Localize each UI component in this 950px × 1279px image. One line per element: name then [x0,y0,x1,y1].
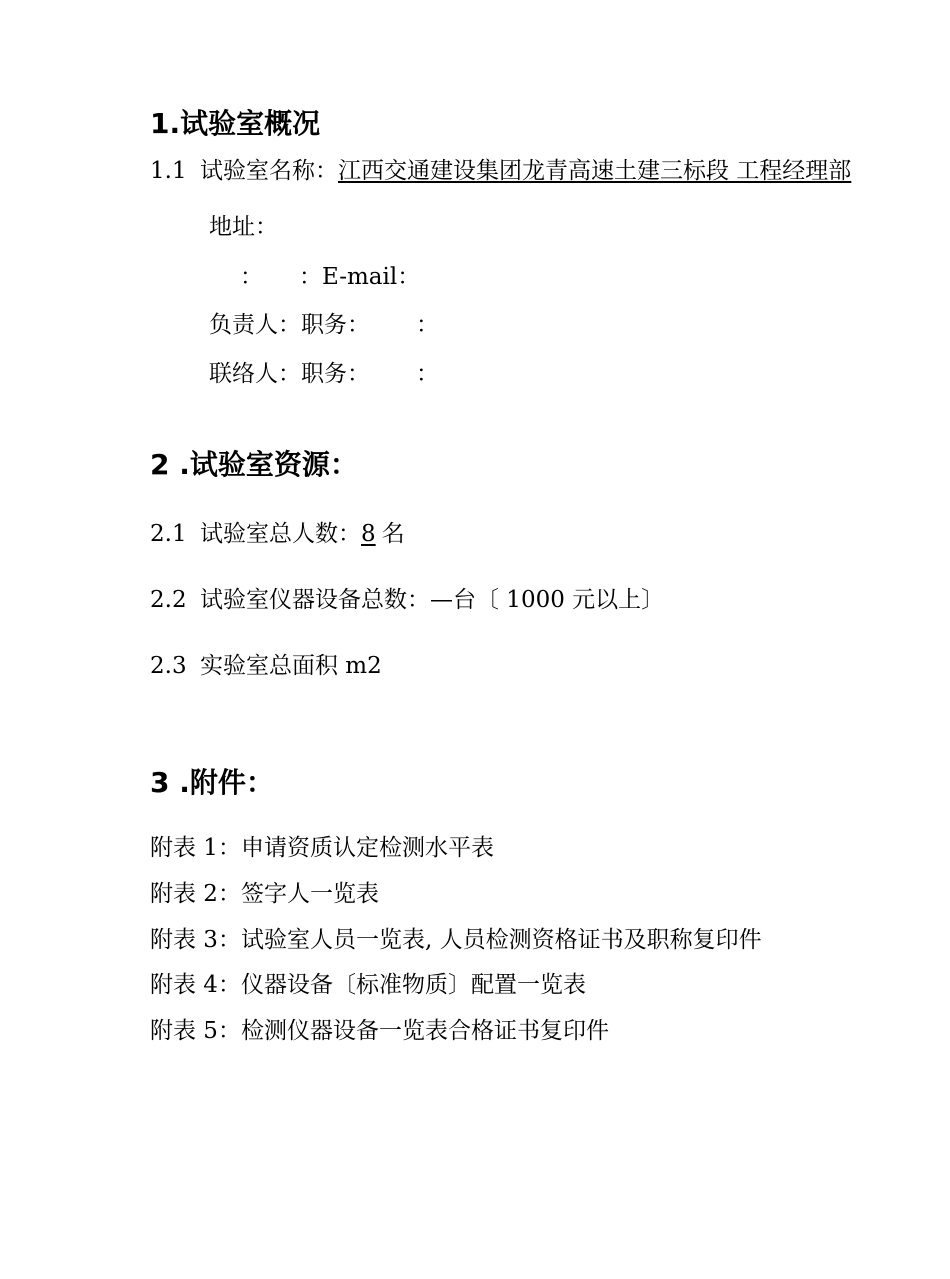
email-label: E-mail： [322,264,421,290]
responsible-colon: ： [416,312,439,338]
section-2-heading: 2 .试验室资源： [150,448,358,481]
responsible-label: 负责人： [209,312,301,338]
lab-name-line [150,156,851,186]
attachment-item: 附表 5：检测仪器设备一览表合格证书复印件 [150,1018,609,1044]
contact-line [240,262,420,292]
lab-name-label: 试验室名称： [200,158,338,184]
liaison-label: 联络人： [209,361,301,387]
area-text: 实验室总面积 m2 [200,653,382,679]
lab-name-value: 江西交通建设集团龙青高速土建三标段 工程经理部 [338,158,852,184]
responsible-title-label: 职务： [301,312,370,338]
attachment-item: 附表 3：试验室人员一览表, 人员检测资格证书及职称复印件 [150,927,762,953]
contact-colon-a: ： [240,264,263,290]
contact-colon-b: ： [299,264,322,290]
attachment-item: 附表 2：签字人一览表 [150,881,379,907]
equipment-count-number: 2.2 [150,587,187,613]
liaison-title-label: 职务： [301,361,370,387]
section-1-heading: 1.试验室概况 [150,107,321,140]
staff-count-number: 2.1 [150,521,187,547]
staff-count-line [150,519,405,549]
staff-count-label: 试验室总人数： [200,521,361,547]
area-number: 2.3 [150,653,187,679]
address-line [209,212,278,242]
area-line [150,651,382,681]
equipment-count-text: 试验室仪器设备总数：—台〔 1000 元以上〕 [200,587,665,613]
attachment-item: 附表 4：仪器设备〔标准物质〕配置一览表 [150,972,586,998]
liaison-colon: ： [416,361,439,387]
liaison-line [209,359,439,389]
section-3-heading: 3 .附件： [150,766,274,799]
attachment-item: 附表 1：申请资质认定检测水平表 [150,835,494,861]
address-label: 地址： [209,214,278,240]
lab-name-number: 1.1 [150,158,187,184]
equipment-count-line [150,585,664,615]
staff-count-unit: 名 [381,521,405,547]
responsible-line [209,310,439,340]
staff-count-value: 8 [361,521,376,547]
